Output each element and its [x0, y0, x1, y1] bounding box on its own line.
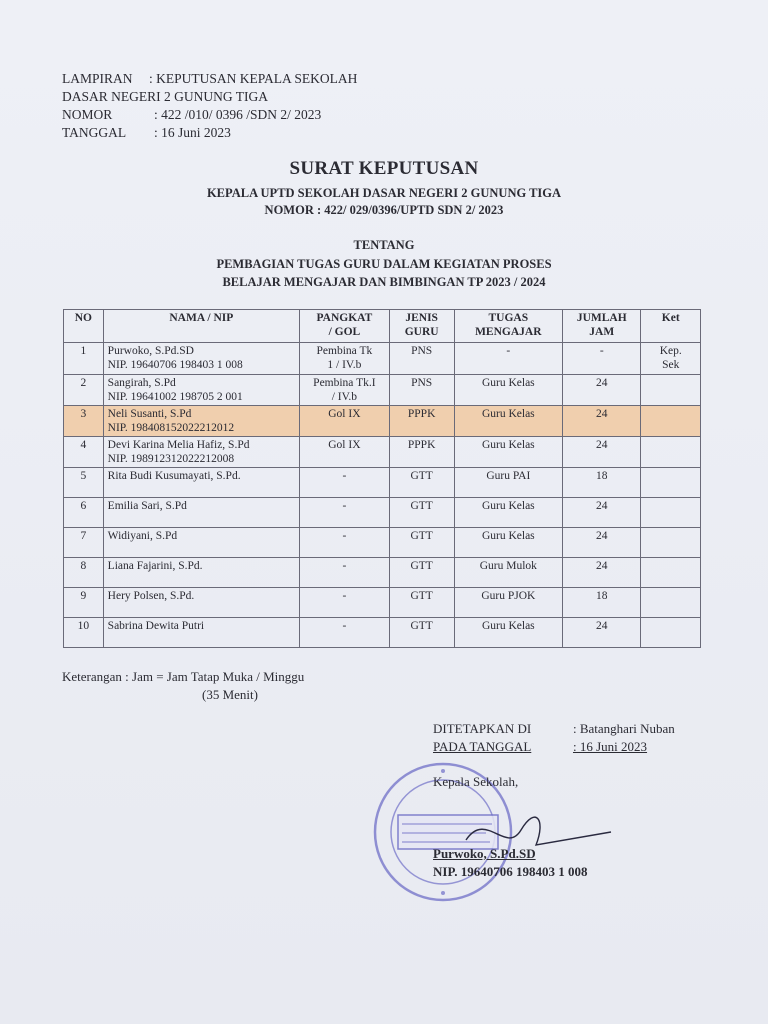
table-header-row: [64, 310, 701, 343]
cell-pangkat: -: [299, 558, 389, 588]
table-row: [64, 406, 701, 437]
cell-nama-nip: Devi Karina Melia Hafiz, S.Pd NIP. 198912312022212008: [103, 437, 299, 468]
lampiran-row: [62, 106, 357, 124]
header-nama: NAMA / NIP: [103, 310, 299, 343]
table-row: [64, 528, 701, 558]
cell-jenis: PPPK: [389, 437, 454, 468]
header-jenis: JENIS GURU: [389, 310, 454, 343]
cell-nama-nip: Purwoko, S.Pd.SD NIP. 19640706 198403 1 008: [103, 343, 299, 375]
table-row: [64, 558, 701, 588]
cell-jenis: GTT: [389, 558, 454, 588]
cell-jam: 24: [563, 528, 641, 558]
cell-jam: 18: [563, 468, 641, 498]
cell-jam: 24: [563, 498, 641, 528]
cell-nama-nip: Widiyani, S.Pd: [103, 528, 299, 558]
cell-ket: [641, 406, 701, 437]
cell-pangkat: Gol IX: [299, 406, 389, 437]
lampiran-value: : 422 /010/ 0396 /SDN 2/ 2023: [154, 107, 322, 122]
cell-nama-nip: Liana Fajarini, S.Pd.: [103, 558, 299, 588]
signer-nip: NIP. 19640706 198403 1 008: [433, 864, 588, 879]
cell-jenis: GTT: [389, 618, 454, 648]
cell-no: 8: [64, 558, 104, 588]
cell-ket: [641, 375, 701, 406]
tentang-heading: TENTANG: [353, 238, 415, 252]
cell-no: 1: [64, 343, 104, 375]
cell-jam: 18: [563, 588, 641, 618]
subject-line-2: BELAJAR MENGAJAR DAN BIMBINGAN TP 2023 / 2024: [222, 275, 546, 289]
issuer-line: KEPALA UPTD SEKOLAH DASAR NEGERI 2 GUNUNG TIGA: [206, 186, 562, 200]
lampiran-row: [62, 88, 357, 106]
cell-no: 4: [64, 437, 104, 468]
cell-ket: [641, 437, 701, 468]
table-body: [64, 343, 701, 648]
table-row: [64, 468, 701, 498]
table-row: [64, 437, 701, 468]
cell-jenis: GTT: [389, 528, 454, 558]
keterangan-line: (35 Menit): [202, 687, 258, 702]
cell-no: 5: [64, 468, 104, 498]
cell-tugas: Guru Kelas: [454, 528, 563, 558]
cell-nama-nip: Sangirah, S.Pd NIP. 19641002 198705 2 001: [103, 375, 299, 406]
cell-ket: [641, 588, 701, 618]
lampiran-block: [62, 70, 357, 142]
cell-no: 2: [64, 375, 104, 406]
decree-number: NOMOR : 422/ 029/0396/UPTD SDN 2/ 2023: [264, 203, 504, 217]
cell-tugas: -: [454, 343, 563, 375]
cell-jam: 24: [563, 558, 641, 588]
cell-tugas: Guru Kelas: [454, 437, 563, 468]
cell-pangkat: -: [299, 618, 389, 648]
lampiran-value: : KEPUTUSAN KEPALA SEKOLAH: [149, 71, 358, 86]
cell-jenis: GTT: [389, 588, 454, 618]
ditetapkan-row: DITETAPKAN DI : Batanghari Nuban: [433, 721, 675, 736]
cell-ket: [641, 528, 701, 558]
signature-place-date: [433, 720, 733, 756]
cell-ket: [641, 618, 701, 648]
cell-jenis: PPPK: [389, 406, 454, 437]
table-row: [64, 588, 701, 618]
table-row: [64, 618, 701, 648]
cell-jam: 24: [563, 618, 641, 648]
lampiran-key: LAMPIRAN: [62, 71, 133, 86]
table-row: [64, 375, 701, 406]
cell-jam: 24: [563, 406, 641, 437]
cell-jenis: PNS: [389, 375, 454, 406]
cell-no: 9: [64, 588, 104, 618]
cell-jam: 24: [563, 437, 641, 468]
cell-ket: [641, 558, 701, 588]
header-jumlah: JUMLAH JAM: [563, 310, 641, 343]
cell-tugas: Guru Kelas: [454, 406, 563, 437]
cell-tugas: Guru PJOK: [454, 588, 563, 618]
lampiran-row: [62, 124, 357, 142]
cell-jenis: GTT: [389, 468, 454, 498]
cell-tugas: Guru PAI: [454, 468, 563, 498]
cell-no: 3: [64, 406, 104, 437]
lampiran-key: TANGGAL: [62, 125, 127, 140]
cell-ket: Kep. Sek: [641, 343, 701, 375]
lampiran-row: [62, 70, 357, 88]
cell-tugas: Guru Kelas: [454, 618, 563, 648]
header-tugas: TUGAS MENGAJAR: [454, 310, 563, 343]
keterangan-note: [62, 668, 304, 704]
cell-jenis: GTT: [389, 498, 454, 528]
cell-pangkat: -: [299, 588, 389, 618]
header-pangkat: PANGKAT / GOL: [299, 310, 389, 343]
cell-nama-nip: Neli Susanti, S.Pd NIP. 198408152022212012: [103, 406, 299, 437]
cell-ket: [641, 468, 701, 498]
cell-no: 7: [64, 528, 104, 558]
header-no: NO: [64, 310, 104, 343]
cell-tugas: Guru Mulok: [454, 558, 563, 588]
cell-pangkat: -: [299, 468, 389, 498]
subject-line-1: PEMBAGIAN TUGAS GURU DALAM KEGIATAN PROSES: [216, 257, 552, 271]
cell-pangkat: Gol IX: [299, 437, 389, 468]
cell-no: 10: [64, 618, 104, 648]
keterangan-line: Keterangan : Jam = Jam Tatap Muka / Minggu: [62, 669, 305, 684]
cell-nama-nip: Hery Polsen, S.Pd.: [103, 588, 299, 618]
signer-name: Purwoko, S.Pd.SD: [433, 846, 536, 861]
cell-jenis: PNS: [389, 343, 454, 375]
cell-jam: 24: [563, 375, 641, 406]
lampiran-value: DASAR NEGERI 2 GUNUNG TIGA: [62, 89, 268, 104]
cell-pangkat: Pembina Tk 1 / IV.b: [299, 343, 389, 375]
cell-no: 6: [64, 498, 104, 528]
teacher-assignment-table: [63, 309, 701, 648]
tanggal-row: PADA TANGGAL : 16 Juni 2023: [433, 739, 648, 754]
lampiran-value: : 16 Juni 2023: [154, 125, 231, 140]
cell-jam: -: [563, 343, 641, 375]
cell-nama-nip: Rita Budi Kusumayati, S.Pd.: [103, 468, 299, 498]
document-title: SURAT KEPUTUSAN: [289, 158, 479, 179]
cell-tugas: Guru Kelas: [454, 498, 563, 528]
lampiran-key: NOMOR: [62, 107, 113, 122]
cell-ket: [641, 498, 701, 528]
cell-nama-nip: Sabrina Dewita Putri: [103, 618, 299, 648]
cell-pangkat: Pembina Tk.I / IV.b: [299, 375, 389, 406]
cell-pangkat: -: [299, 528, 389, 558]
cell-tugas: Guru Kelas: [454, 375, 563, 406]
signer-role: Kepala Sekolah,: [433, 774, 519, 789]
table-row: [64, 498, 701, 528]
cell-pangkat: -: [299, 498, 389, 528]
header-ket: Ket: [641, 310, 701, 343]
table-row: [64, 343, 701, 375]
cell-nama-nip: Emilia Sari, S.Pd: [103, 498, 299, 528]
